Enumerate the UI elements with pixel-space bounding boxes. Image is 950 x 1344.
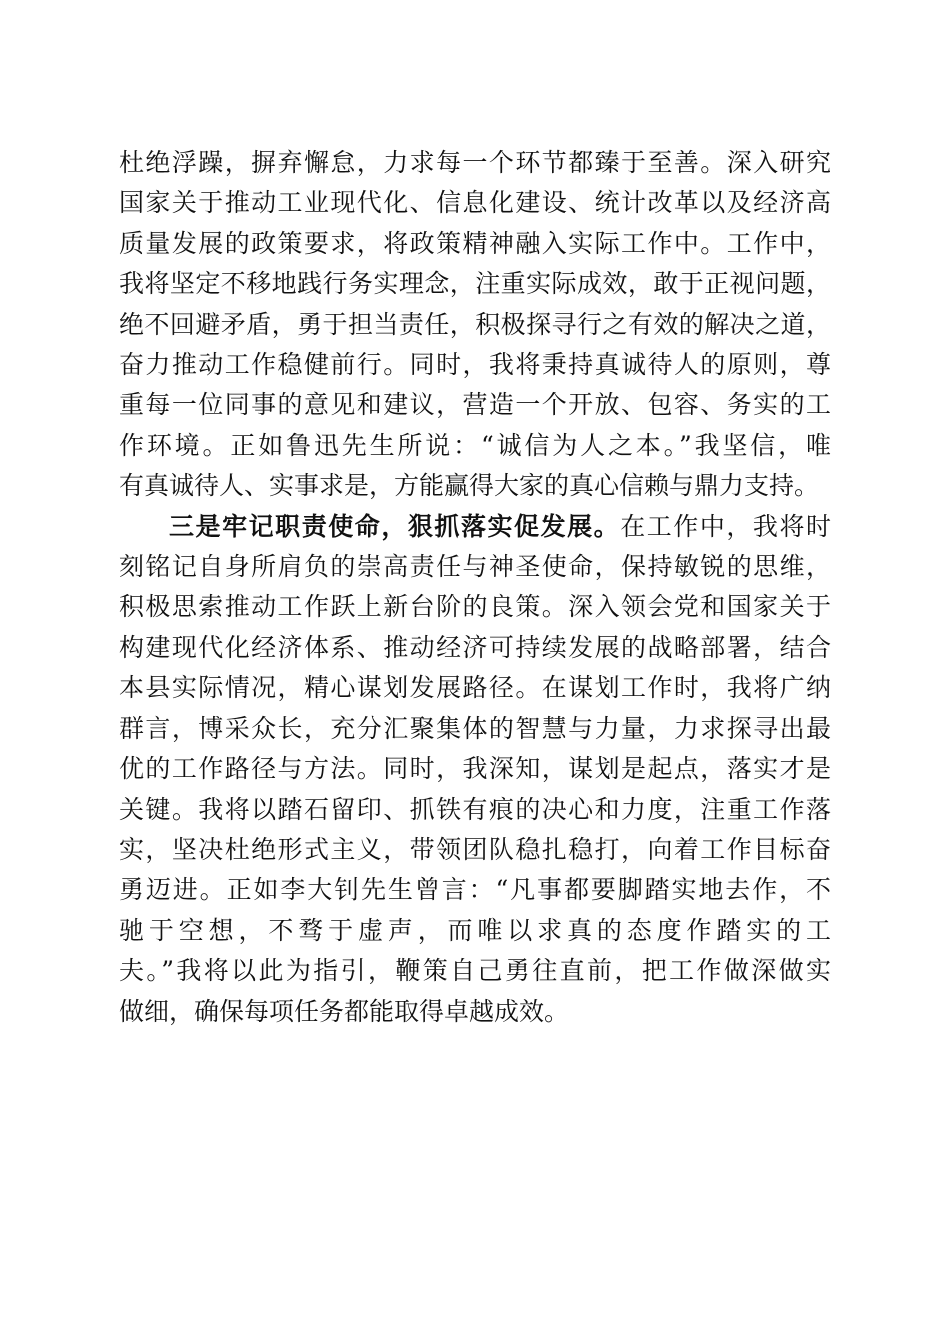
- paragraph-2-line: 群言，博采众长，充分汇聚集体的智慧与力量，力求探寻出最: [119, 713, 831, 743]
- paragraph-2-line: 夫。”我将以此为指引，鞭策自己勇往直前，把工作做深做实: [119, 956, 831, 986]
- paragraph-1-line: 杜绝浮躁，摒弃懈怠，力求每一个环节都臻于至善。深入研究: [119, 148, 831, 177]
- paragraph-2-line: 驰于空想，不骛于虚声，而唯以求真的态度作踏实的工: [119, 915, 831, 945]
- paragraph-2-line: 勇迈进。正如李大钊先生曾言：“凡事都要脚踏实地去作，不: [119, 875, 831, 905]
- paragraph-2: [119, 507, 831, 1032]
- paragraph-1-line: 绝不回避矛盾，勇于担当责任，积极探寻行之有效的解决之道，: [119, 309, 831, 339]
- paragraph-1-line: 有真诚待人、实事求是，方能赢得大家的真心信赖与鼎力支持。: [119, 471, 820, 501]
- paragraph-2-line: 构建现代化经济体系、推动经济可持续发展的战略部署，结合: [119, 632, 831, 662]
- paragraph-2-line: 刻铭记自身所肩负的崇高责任与神圣使命，保持敏锐的思维，: [119, 552, 831, 582]
- paragraph-1-line: 重每一位同事的意见和建议，营造一个开放、包容、务实的工: [119, 390, 831, 420]
- paragraph-1-line: 作环境。正如鲁迅先生所说：“诚信为人之本。”我坚信，唯: [119, 430, 831, 460]
- paragraph-2-line: 优的工作路径与方法。同时，我深知，谋划是起点，落实才是: [119, 754, 831, 784]
- section-heading: 三是牢记职责使命，狠抓落实促发展。: [169, 511, 621, 541]
- paragraph-2-line: 做细，确保每项任务都能取得卓越成效。: [119, 996, 570, 1026]
- paragraph-1-line: 我将坚定不移地践行务实理念，注重实际成效，敢于正视问题，: [119, 269, 831, 299]
- paragraph-2-line: 积极思索推动工作跃上新台阶的良策。深入领会党和国家关于: [119, 592, 831, 622]
- paragraph-2-first-line: [119, 507, 831, 547]
- document-body: [119, 143, 831, 1032]
- paragraph-1-line: 质量发展的政策要求，将政策精神融入实际工作中。工作中，: [119, 228, 831, 258]
- paragraph-1: [119, 143, 831, 507]
- paragraph-1-line: 国家关于推动工业现代化、信息化建设、统计改革以及经济高: [119, 188, 831, 218]
- paragraph-1-line: 奋力推动工作稳健前行。同时，我将秉持真诚待人的原则，尊: [119, 350, 831, 380]
- paragraph-2-line: 关键。我将以踏石留印、抓铁有痕的决心和力度，注重工作落: [119, 794, 831, 824]
- paragraph-2-line: 本县实际情况，精心谋划发展路径。在谋划工作时，我将广纳: [119, 673, 831, 703]
- paragraph-2-line: 实，坚决杜绝形式主义，带领团队稳扎稳打，向着工作目标奋: [119, 834, 831, 864]
- paragraph-2-first-line-text: 在工作中，我将时: [620, 511, 831, 541]
